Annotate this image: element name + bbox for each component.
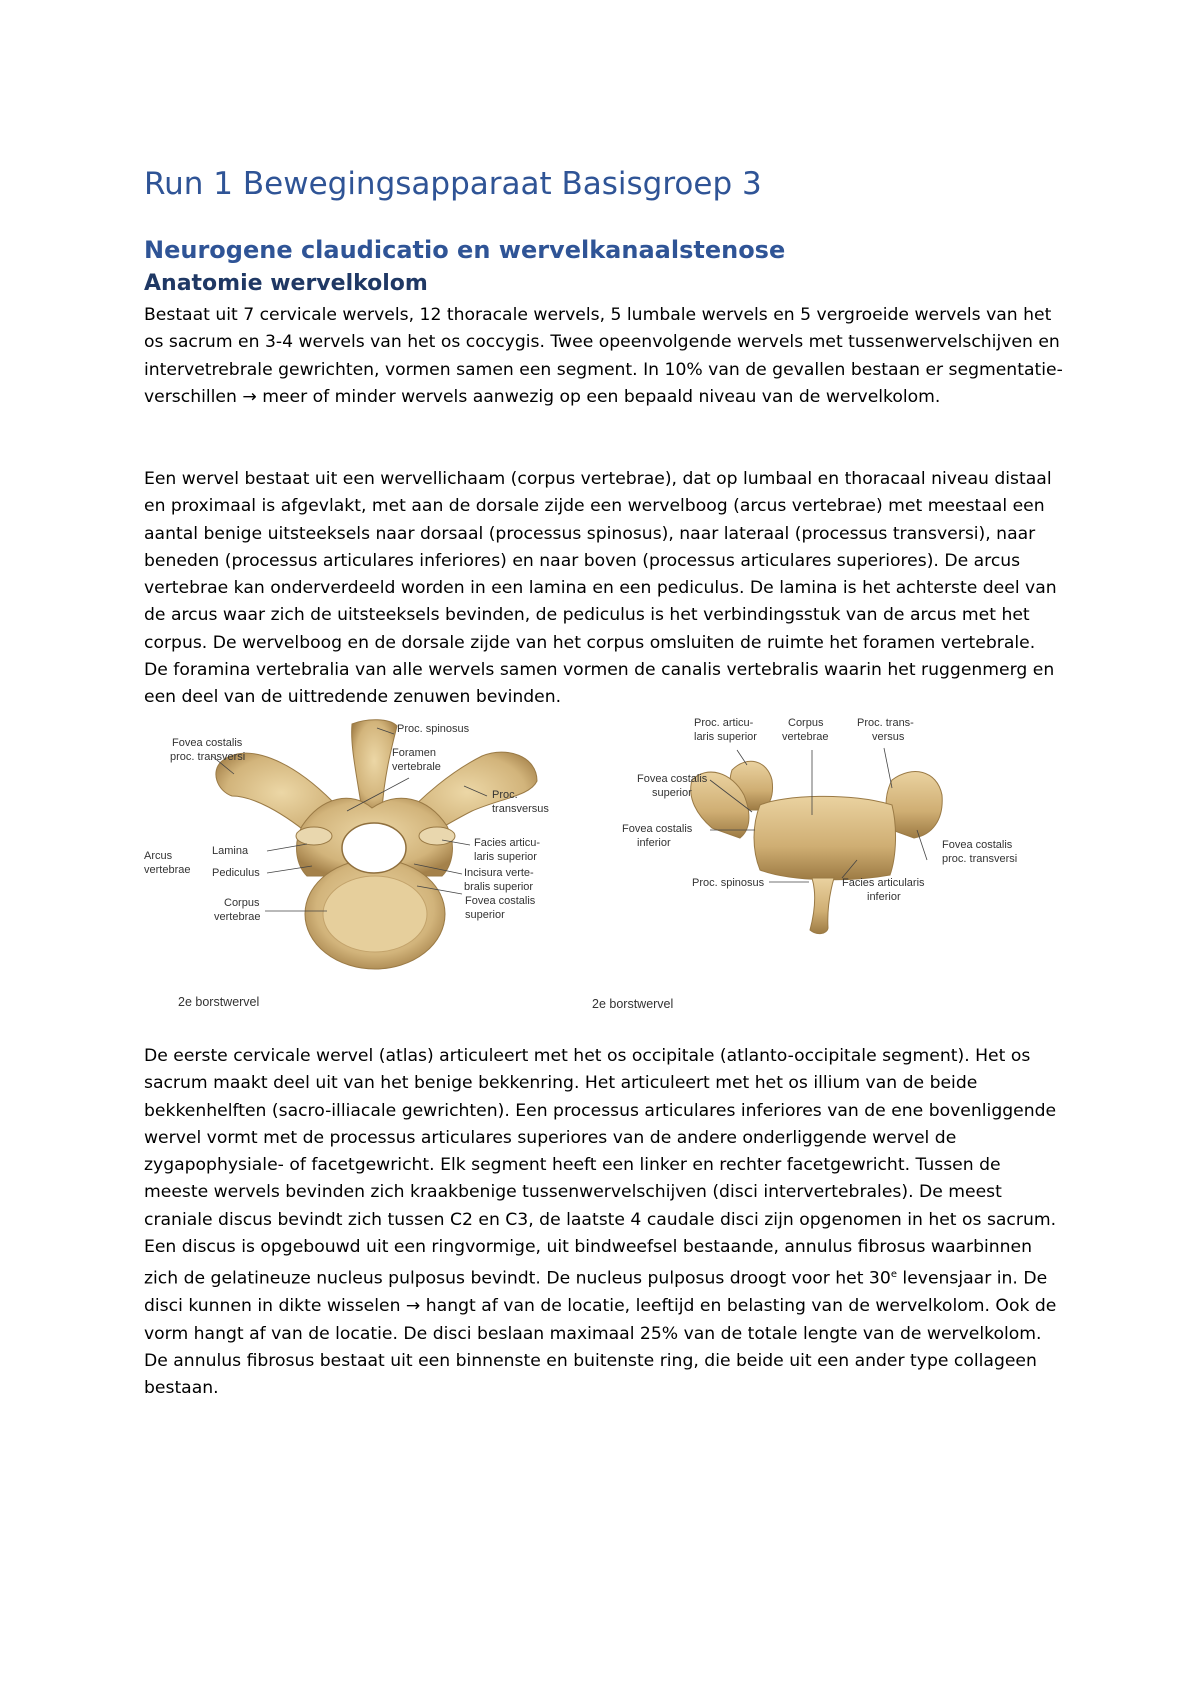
vertebra-superior-view-figure bbox=[144, 716, 602, 1011]
label-fovea-sup-2: superior bbox=[465, 909, 505, 921]
label-corpus-2: vertebrae bbox=[214, 911, 261, 923]
label-proc-trans-1: Proc. trans- bbox=[857, 717, 914, 729]
label-facies-inf-2: inferior bbox=[867, 891, 901, 903]
label-incisura-2: bralis superior bbox=[464, 881, 534, 893]
label-proc-artic-2: laris superior bbox=[694, 731, 757, 743]
paragraph3-part-a: De eerste cervicale wervel (atlas) articuleert met het os occipitale (atlanto-occipitale segment). Het os sacrum maakt deel uit van het benige bekkenring. Het articuleert met het os illium van de beide bekkenhelften (sacro-illiacale gewrichten). Een processus articulares inferiores van de ene bovenliggende wervel vormt met de processus articulares superiores van de andere onderliggende wervel de zygapophysiale- of facetgewricht. Elk segment heeft een linker en rechter facetgewricht. Tussen de meeste wervels bevinden zich kraakbenige tussenwervelschijven (disci intervertebrales). De meest craniale discus bevindt zich tussen C2 en C3, de laatste 4 caudale disci zijn opgenomen in het os sacrum. Een discus is opgebouwd uit een ringvormige, uit bindweefsel bestaande, annulus fibrosus waarbinnen zich de gelatineuze nucleus pulposus bevindt. De nucleus pulposus droogt voor het 30 bbox=[144, 1046, 1057, 1290]
label-incisura-1: Incisura verte- bbox=[464, 867, 534, 879]
label-corpus-r-2: vertebrae bbox=[782, 731, 829, 743]
ordinal-superscript: e bbox=[890, 1269, 897, 1281]
label-foramen-2: vertebrale bbox=[392, 761, 441, 773]
label-corpus-1: Corpus bbox=[224, 897, 260, 909]
label-proc-trans-2: versus bbox=[872, 731, 905, 743]
label-fovea-trans-1: Fovea costalis bbox=[942, 839, 1013, 851]
vertebra-bone-shape-lateral bbox=[691, 761, 943, 933]
label-facies-inf-1: Facies articularis bbox=[842, 877, 925, 889]
label-fovea-sup-r-1: Fovea costalis bbox=[637, 773, 708, 785]
label-pediculus: Pediculus bbox=[212, 867, 260, 879]
label-proc-spinosus: Proc. spinosus bbox=[397, 723, 470, 735]
label-facies-1: Facies articu- bbox=[474, 837, 541, 849]
label-proc-transversus-2: transversus bbox=[492, 803, 549, 815]
label-fovea-sup-r-2: superior bbox=[652, 787, 692, 799]
label-proc-artic-1: Proc. articu- bbox=[694, 717, 754, 729]
label-arcus-1: Arcus bbox=[144, 850, 173, 862]
figure-left-caption: 2e borstwervel bbox=[178, 995, 260, 1009]
label-fovea-costalis-1: Fovea costalis bbox=[172, 737, 243, 749]
subsection-heading: Anatomie wervelkolom bbox=[144, 271, 428, 296]
label-fovea-sup-1: Fovea costalis bbox=[465, 895, 536, 907]
label-proc-spinosus-r: Proc. spinosus bbox=[692, 877, 765, 889]
document-title: Run 1 Bewegingsapparaat Basisgroep 3 bbox=[144, 166, 762, 202]
section-heading: Neurogene claudicatio en wervelkanaalstenose bbox=[144, 236, 786, 264]
paragraph-anatomy-intro: Bestaat uit 7 cervicale wervels, 12 thoracale wervels, 5 lumbale wervels en 5 vergroeide wervels van het os sacrum en 3-4 wervels van het os coccygis. Twee opeenvolgende wervels met tussenwervelschijven en intervetrebrale gewrichten, vormen samen een segment. In 10% van de gevallen bestaan er segmentatie-verschillen → meer of minder wervels aanwezig op een bepaald niveau van de wervelkolom. bbox=[144, 305, 1063, 407]
vertebra-lateral-view-figure bbox=[592, 710, 1067, 1011]
label-fovea-inf-2: inferior bbox=[637, 837, 671, 849]
label-fovea-costalis-2: proc. transversi bbox=[170, 751, 246, 763]
label-arcus-2: vertebrae bbox=[144, 864, 191, 876]
paragraph3-part-b: levensjaar in. De disci kunnen in dikte wisselen → hangt af van de locatie, leeftijd en belasting van de wervelkolom. Ook de vorm hangt af van de locatie. De disci beslaan maximaal 25% van de totale lengte van de wervelkolom. De annulus fibrosus bestaat uit een binnenste en buitenste ring, die beide uit een ander type collageen bestaan. bbox=[144, 1269, 1057, 1399]
label-corpus-r-1: Corpus bbox=[788, 717, 824, 729]
label-proc-transversus-1: Proc. bbox=[492, 789, 518, 801]
figure-right-caption: 2e borstwervel bbox=[592, 997, 674, 1011]
label-fovea-inf-1: Fovea costalis bbox=[622, 823, 693, 835]
paragraph-atlas-and-disci bbox=[144, 1043, 1064, 1403]
paragraph-vertebra-structure: Een wervel bestaat uit een wervellichaam (corpus vertebrae), dat op lumbaal en thoracaal niveau distaal en proximaal is afgevlakt, met aan de dorsale zijde een wervelboog (arcus vertebrae) met meestaal een aantal benige uitsteeksels naar dorsaal (processus spinosus), naar lateraal (processus transversi), naar beneden (processus articulares inferiores) en naar boven (processus articulares superiores). De arcus vertebrae kan onderverdeeld worden in een lamina en een pediculus. De lamina is het achterste deel van de arcus waar zich de uitsteeksels bevinden, de pediculus is het verbindingsstuk van de arcus met het corpus. De wervelboog en de dorsale zijde van het corpus omsluiten de ruimte het foramen vertebrale. De foramina vertebralia van alle wervels samen vormen de canalis vertebralis waarin het ruggenmerg en een deel van de uittredende zenuwen bevinden. bbox=[144, 469, 1057, 708]
label-facies-2: laris superior bbox=[474, 851, 537, 863]
label-lamina: Lamina bbox=[212, 845, 249, 857]
label-foramen-1: Foramen bbox=[392, 747, 437, 759]
label-fovea-trans-2: proc. transversi bbox=[942, 853, 1018, 865]
